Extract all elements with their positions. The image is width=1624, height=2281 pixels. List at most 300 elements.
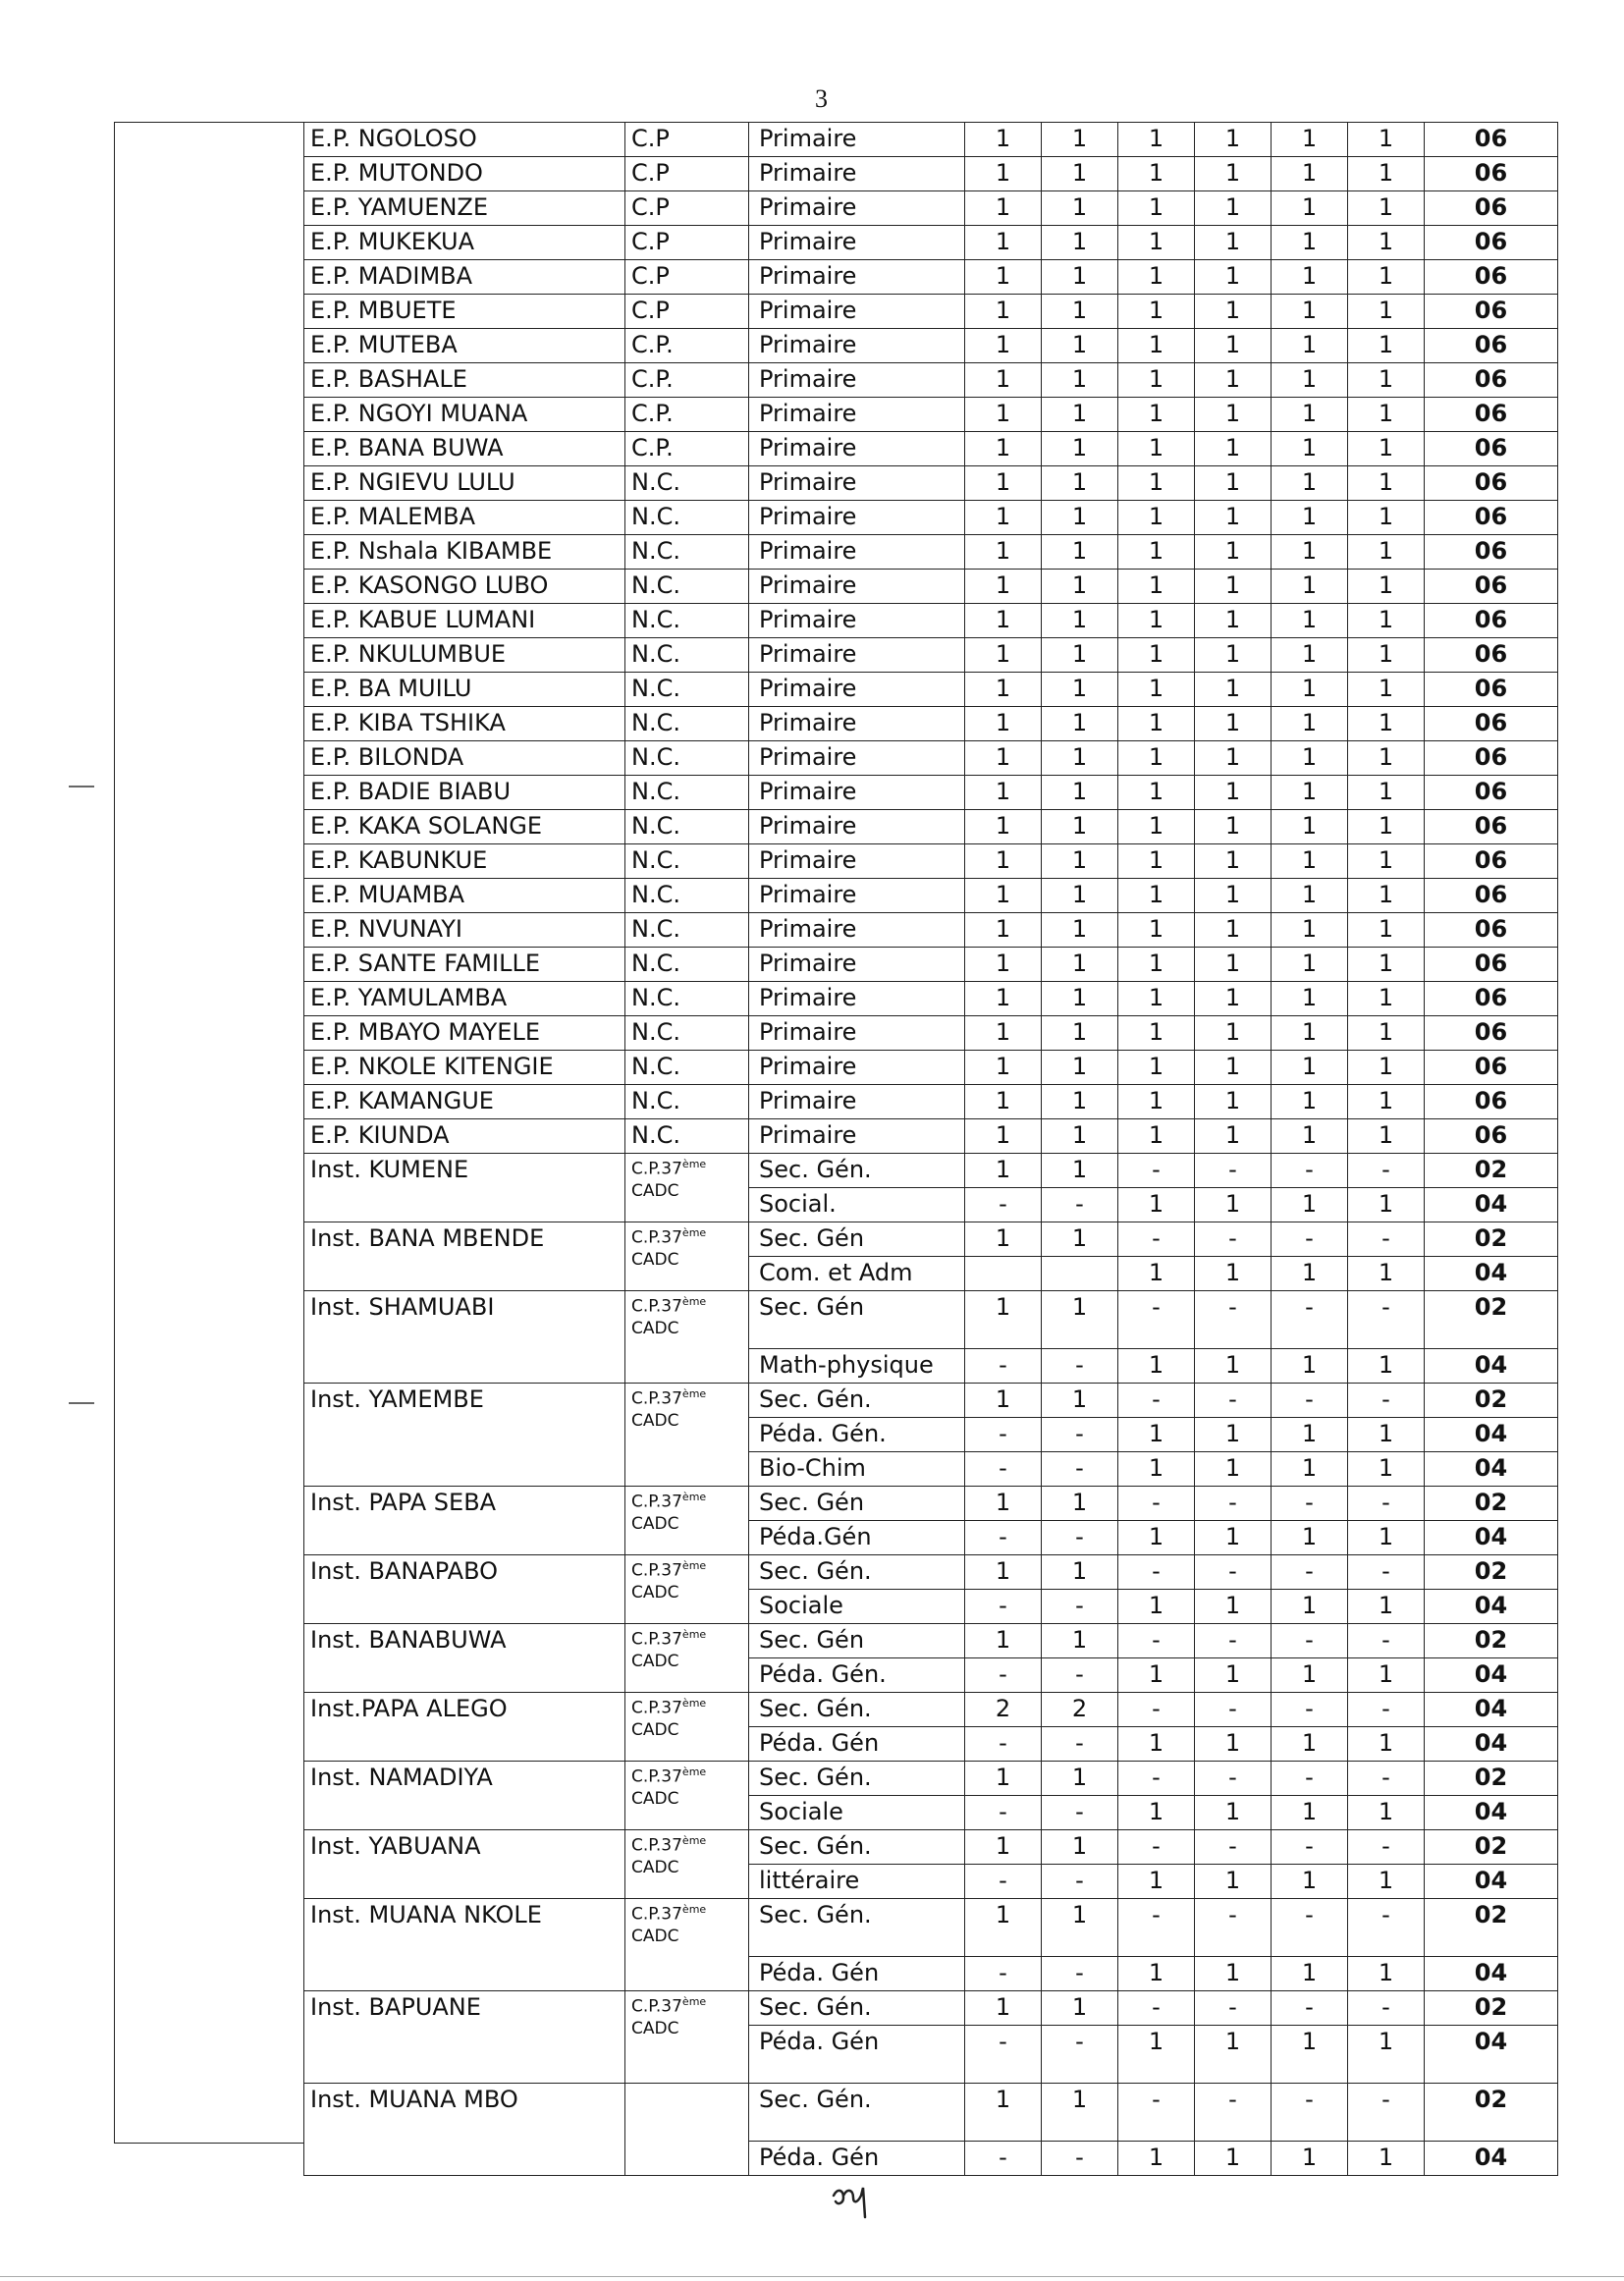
- category-line: CADC: [631, 1926, 679, 1946]
- table-row: [304, 329, 1558, 363]
- count-cell: 1: [1348, 707, 1425, 741]
- total-cell: 02: [1425, 1384, 1558, 1418]
- option-cell: Primaire: [749, 913, 965, 948]
- school-name-cell: E.P. BANA BUWA: [304, 432, 625, 466]
- count-cell: 1: [1118, 1727, 1195, 1762]
- count-cell: 1: [1195, 1418, 1272, 1452]
- count-cell: 1: [1042, 157, 1118, 191]
- count-cell: 1: [1118, 1590, 1195, 1624]
- total-cell: 06: [1425, 226, 1558, 260]
- count-cell: -: [965, 1957, 1042, 1991]
- count-cell: 1: [1348, 638, 1425, 673]
- category-cell: N.C.: [625, 1119, 749, 1154]
- table-row: [304, 260, 1558, 295]
- count-cell: 1: [1195, 1257, 1272, 1291]
- count-cell: 1: [1118, 363, 1195, 398]
- count-cell: 1: [1348, 1957, 1425, 1991]
- count-cell: 1: [1042, 913, 1118, 948]
- school-name-cell: E.P. MALEMBA: [304, 501, 625, 535]
- count-cell: 1: [965, 707, 1042, 741]
- count-cell: 1: [1348, 157, 1425, 191]
- option-cell: Sec. Gén: [749, 1291, 965, 1349]
- count-cell: 1: [1272, 948, 1348, 982]
- school-name-cell: E.P. KIUNDA: [304, 1119, 625, 1154]
- count-cell: -: [1118, 1222, 1195, 1257]
- option-cell: Sec. Gén: [749, 1222, 965, 1257]
- category-cell: C.P: [625, 260, 749, 295]
- count-cell: 1: [1348, 1418, 1425, 1452]
- total-cell: 06: [1425, 432, 1558, 466]
- count-cell: 1: [1348, 741, 1425, 776]
- count-cell: 1: [1348, 191, 1425, 226]
- count-cell: 1: [1118, 157, 1195, 191]
- count-cell: 1: [1272, 810, 1348, 844]
- table-row: [304, 707, 1558, 741]
- count-cell: 1: [1272, 295, 1348, 329]
- count-cell: 1: [1272, 2026, 1348, 2084]
- count-cell: -: [1348, 1830, 1425, 1865]
- option-cell: Primaire: [749, 1016, 965, 1051]
- count-cell: 1: [1042, 570, 1118, 604]
- table-row: [304, 535, 1558, 570]
- count-cell: 1: [1348, 1349, 1425, 1384]
- category-cell: N.C.: [625, 570, 749, 604]
- count-cell: -: [1118, 1384, 1195, 1418]
- count-cell: 1: [1118, 776, 1195, 810]
- school-name-cell: E.P. BA MUILU: [304, 673, 625, 707]
- table-row: [304, 363, 1558, 398]
- count-cell: 1: [965, 466, 1042, 501]
- count-cell: 1: [1195, 1727, 1272, 1762]
- table-row: [304, 1991, 1558, 2026]
- count-cell: 1: [1042, 501, 1118, 535]
- count-cell: 1: [965, 913, 1042, 948]
- count-cell: 1: [1195, 432, 1272, 466]
- count-cell: 1: [1042, 1899, 1118, 1957]
- count-cell: 1: [1042, 1119, 1118, 1154]
- total-cell: 04: [1425, 2142, 1558, 2176]
- table-row: [304, 844, 1558, 879]
- count-cell: 1: [1272, 570, 1348, 604]
- category-cell: N.C.: [625, 1016, 749, 1051]
- count-cell: 1: [1195, 1796, 1272, 1830]
- count-cell: 1: [1118, 226, 1195, 260]
- count-cell: 1: [965, 879, 1042, 913]
- count-cell: -: [1042, 1796, 1118, 1830]
- total-cell: 06: [1425, 982, 1558, 1016]
- count-cell: 1: [1195, 673, 1272, 707]
- count-cell: 1: [1118, 2026, 1195, 2084]
- count-cell: 1: [965, 1762, 1042, 1796]
- count-cell: 1: [1348, 1590, 1425, 1624]
- count-cell: 1: [1272, 123, 1348, 157]
- count-cell: 1: [1348, 1016, 1425, 1051]
- count-cell: 1: [1195, 741, 1272, 776]
- count-cell: -: [1195, 1991, 1272, 2026]
- count-cell: 1: [1042, 432, 1118, 466]
- total-cell: 04: [1425, 1452, 1558, 1487]
- count-cell: 1: [1042, 1624, 1118, 1658]
- count-cell: -: [1042, 2142, 1118, 2176]
- option-cell: Primaire: [749, 1085, 965, 1119]
- count-cell: 1: [1348, 810, 1425, 844]
- count-cell: 2: [1042, 1693, 1118, 1727]
- count-cell: 1: [1118, 260, 1195, 295]
- school-name-cell: E.P. MUKEKUA: [304, 226, 625, 260]
- category-line: C.P.37ème: [631, 1697, 707, 1718]
- count-cell: -: [1118, 1991, 1195, 2026]
- option-cell: Sec. Gén.: [749, 2084, 965, 2142]
- total-cell: 02: [1425, 1154, 1558, 1188]
- school-name-cell: E.P. KASONGO LUBO: [304, 570, 625, 604]
- count-cell: 2: [965, 1693, 1042, 1727]
- table-body: [304, 123, 1558, 2176]
- count-cell: -: [1118, 1762, 1195, 1796]
- count-cell: 1: [1272, 1521, 1348, 1555]
- school-name-cell: Inst. MUANA NKOLE: [304, 1899, 625, 1991]
- table-row: [304, 1154, 1558, 1188]
- table-row: [304, 191, 1558, 226]
- count-cell: 1: [1042, 191, 1118, 226]
- count-cell: 1: [1195, 2142, 1272, 2176]
- count-cell: 1: [965, 295, 1042, 329]
- count-cell: 1: [965, 1830, 1042, 1865]
- count-cell: -: [965, 1349, 1042, 1384]
- count-cell: -: [1348, 1624, 1425, 1658]
- option-cell: Primaire: [749, 707, 965, 741]
- count-cell: 1: [1042, 1830, 1118, 1865]
- category-line: C.P.37ème: [631, 1491, 707, 1512]
- school-name-cell: Inst. YABUANA: [304, 1830, 625, 1899]
- count-cell: 1: [1195, 1016, 1272, 1051]
- school-name-cell: E.P. NVUNAYI: [304, 913, 625, 948]
- school-name-cell: E.P. KIBA TSHIKA: [304, 707, 625, 741]
- category-line: CADC: [631, 1180, 679, 1201]
- option-cell: Primaire: [749, 501, 965, 535]
- count-cell: 1: [965, 191, 1042, 226]
- count-cell: 1: [965, 329, 1042, 363]
- count-cell: 1: [1272, 1658, 1348, 1693]
- table-row: [304, 1899, 1558, 1957]
- count-cell: 1: [1272, 329, 1348, 363]
- total-cell: 04: [1425, 1693, 1558, 1727]
- table-row: [304, 810, 1558, 844]
- option-cell: Sec. Gén.: [749, 1830, 965, 1865]
- category-line: C.P.37ème: [631, 1158, 707, 1179]
- total-cell: 06: [1425, 466, 1558, 501]
- option-cell: Sec. Gén.: [749, 1991, 965, 2026]
- count-cell: 1: [1272, 535, 1348, 570]
- option-cell: Péda. Gén: [749, 2026, 965, 2084]
- count-cell: 1: [1272, 776, 1348, 810]
- count-cell: -: [1348, 1384, 1425, 1418]
- page-edge: [0, 2276, 1624, 2277]
- table-row: [304, 879, 1558, 913]
- count-cell: -: [1118, 2084, 1195, 2142]
- school-name-cell: Inst. KUMENE: [304, 1154, 625, 1222]
- count-cell: 1: [1272, 913, 1348, 948]
- count-cell: -: [1042, 1188, 1118, 1222]
- category-line: CADC: [631, 1788, 679, 1809]
- table-row: [304, 1085, 1558, 1119]
- count-cell: 1: [965, 1555, 1042, 1590]
- category-cell: C.P.: [625, 398, 749, 432]
- count-cell: 1: [1042, 226, 1118, 260]
- count-cell: -: [1348, 1222, 1425, 1257]
- category-cell: N.C.: [625, 604, 749, 638]
- option-cell: Primaire: [749, 329, 965, 363]
- count-cell: 1: [1272, 1418, 1348, 1452]
- total-cell: 06: [1425, 604, 1558, 638]
- count-cell: 1: [965, 604, 1042, 638]
- count-cell: 1: [1348, 466, 1425, 501]
- school-name-cell: Inst. BANABUWA: [304, 1624, 625, 1693]
- table-row: [304, 1222, 1558, 1257]
- total-cell: 06: [1425, 260, 1558, 295]
- option-cell: Primaire: [749, 157, 965, 191]
- count-cell: 1: [1118, 1257, 1195, 1291]
- category-cell: N.C.: [625, 844, 749, 879]
- school-name-cell: E.P. MADIMBA: [304, 260, 625, 295]
- total-cell: 06: [1425, 879, 1558, 913]
- count-cell: -: [1348, 1899, 1425, 1957]
- table-row: [304, 1693, 1558, 1727]
- table-row: [304, 1762, 1558, 1796]
- count-cell: 1: [1118, 1051, 1195, 1085]
- count-cell: 1: [965, 432, 1042, 466]
- option-cell: Primaire: [749, 260, 965, 295]
- count-cell: 1: [1195, 1521, 1272, 1555]
- count-cell: -: [1348, 1555, 1425, 1590]
- total-cell: 06: [1425, 673, 1558, 707]
- option-cell: Primaire: [749, 570, 965, 604]
- school-name-cell: E.P. NGOYI MUANA: [304, 398, 625, 432]
- count-cell: 1: [1348, 2026, 1425, 2084]
- count-cell: 1: [965, 810, 1042, 844]
- count-cell: -: [1272, 1991, 1348, 2026]
- count-cell: 1: [1272, 1349, 1348, 1384]
- count-cell: -: [1272, 1487, 1348, 1521]
- count-cell: 1: [1042, 1384, 1118, 1418]
- school-name-cell: E.P. YAMUENZE: [304, 191, 625, 226]
- count-cell: 1: [1118, 570, 1195, 604]
- count-cell: 1: [1348, 2142, 1425, 2176]
- count-cell: -: [1195, 1154, 1272, 1188]
- option-cell: Péda. Gén.: [749, 1418, 965, 1452]
- school-name-cell: E.P. KABUE LUMANI: [304, 604, 625, 638]
- count-cell: -: [1042, 1349, 1118, 1384]
- count-cell: 1: [1272, 1051, 1348, 1085]
- category-cell: N.C.: [625, 638, 749, 673]
- total-cell: 06: [1425, 570, 1558, 604]
- count-cell: 1: [965, 123, 1042, 157]
- category-cell: C.P: [625, 191, 749, 226]
- count-cell: -: [1118, 1154, 1195, 1188]
- category-line: C.P.37ème: [631, 1559, 707, 1581]
- schools-table: [303, 122, 1558, 2176]
- option-cell: Sociale: [749, 1590, 965, 1624]
- count-cell: 1: [1195, 191, 1272, 226]
- count-cell: 1: [1348, 1085, 1425, 1119]
- count-cell: 1: [1195, 1590, 1272, 1624]
- count-cell: 1: [1118, 1957, 1195, 1991]
- count-cell: -: [1118, 1624, 1195, 1658]
- option-cell: Sec. Gén.: [749, 1762, 965, 1796]
- count-cell: -: [1042, 1957, 1118, 1991]
- margin-mark: [69, 786, 94, 787]
- count-cell: 1: [965, 1899, 1042, 1957]
- count-cell: 1: [1272, 260, 1348, 295]
- count-cell: -: [1042, 1590, 1118, 1624]
- count-cell: -: [1195, 1693, 1272, 1727]
- count-cell: -: [1272, 1693, 1348, 1727]
- count-cell: 1: [1195, 570, 1272, 604]
- count-cell: 1: [1348, 673, 1425, 707]
- category-cell: [625, 1222, 749, 1291]
- option-cell: Sec. Gén.: [749, 1555, 965, 1590]
- count-cell: 1: [1118, 879, 1195, 913]
- count-cell: 1: [965, 2084, 1042, 2142]
- count-cell: 1: [1272, 1452, 1348, 1487]
- category-cell: [625, 1154, 749, 1222]
- count-cell: 1: [1348, 1727, 1425, 1762]
- count-cell: 1: [965, 1222, 1042, 1257]
- count-cell: -: [1195, 1291, 1272, 1349]
- count-cell: 1: [1118, 982, 1195, 1016]
- table-row: [304, 1555, 1558, 1590]
- count-cell: -: [1195, 1899, 1272, 1957]
- count-cell: -: [1195, 1487, 1272, 1521]
- category-line: C.P.37ème: [631, 1295, 707, 1317]
- count-cell: -: [1348, 1487, 1425, 1521]
- count-cell: 1: [965, 1051, 1042, 1085]
- count-cell: 1: [1272, 1016, 1348, 1051]
- option-cell: Sec. Gén.: [749, 1154, 965, 1188]
- option-cell: Péda. Gén.: [749, 1658, 965, 1693]
- table-row: [304, 1051, 1558, 1085]
- count-cell: -: [965, 1590, 1042, 1624]
- count-cell: 1: [1348, 1521, 1425, 1555]
- table-row: [304, 1016, 1558, 1051]
- total-cell: 06: [1425, 501, 1558, 535]
- count-cell: 1: [1118, 1452, 1195, 1487]
- margin-mark: [69, 1402, 94, 1404]
- category-cell: C.P: [625, 226, 749, 260]
- category-line: CADC: [631, 1513, 679, 1534]
- table-row: [304, 673, 1558, 707]
- category-line: CADC: [631, 1857, 679, 1877]
- category-cell: [625, 1487, 749, 1555]
- count-cell: 1: [1042, 295, 1118, 329]
- category-line: C.P.37ème: [631, 1903, 707, 1925]
- count-cell: -: [1118, 1899, 1195, 1957]
- count-cell: 1: [1042, 1991, 1118, 2026]
- school-name-cell: E.P. KAMANGUE: [304, 1085, 625, 1119]
- total-cell: 04: [1425, 1658, 1558, 1693]
- category-cell: N.C.: [625, 466, 749, 501]
- count-cell: 1: [1272, 1796, 1348, 1830]
- count-cell: 1: [1042, 1051, 1118, 1085]
- school-name-cell: E.P. Nshala KIBAMBE: [304, 535, 625, 570]
- category-cell: C.P.: [625, 363, 749, 398]
- count-cell: 1: [1348, 1257, 1425, 1291]
- count-cell: -: [1348, 1291, 1425, 1349]
- count-cell: -: [1042, 1418, 1118, 1452]
- category-line: CADC: [631, 1719, 679, 1740]
- total-cell: 02: [1425, 1991, 1558, 2026]
- option-cell: Sec. Gén.: [749, 1384, 965, 1418]
- total-cell: 04: [1425, 1521, 1558, 1555]
- option-cell: Péda. Gén: [749, 2142, 965, 2176]
- school-name-cell: E.P. BASHALE: [304, 363, 625, 398]
- count-cell: 1: [1118, 948, 1195, 982]
- option-cell: Primaire: [749, 295, 965, 329]
- count-cell: -: [1042, 1521, 1118, 1555]
- option-cell: littéraire: [749, 1865, 965, 1899]
- count-cell: 1: [1195, 1188, 1272, 1222]
- count-cell: 1: [1042, 810, 1118, 844]
- count-cell: 1: [1042, 1154, 1118, 1188]
- count-cell: 1: [1195, 982, 1272, 1016]
- count-cell: 1: [1272, 844, 1348, 879]
- count-cell: 1: [965, 570, 1042, 604]
- count-cell: 1: [1118, 1085, 1195, 1119]
- count-cell: 1: [1118, 741, 1195, 776]
- count-cell: 1: [1272, 1257, 1348, 1291]
- count-cell: 1: [1195, 1957, 1272, 1991]
- count-cell: -: [1042, 2026, 1118, 2084]
- total-cell: 06: [1425, 1085, 1558, 1119]
- school-name-cell: E.P. KABUNKUE: [304, 844, 625, 879]
- count-cell: 1: [1348, 1452, 1425, 1487]
- count-cell: 1: [1195, 1051, 1272, 1085]
- school-name-cell: E.P. NKULUMBUE: [304, 638, 625, 673]
- total-cell: 06: [1425, 741, 1558, 776]
- count-cell: -: [965, 1188, 1042, 1222]
- count-cell: 1: [1348, 1188, 1425, 1222]
- option-cell: Sociale: [749, 1796, 965, 1830]
- count-cell: -: [1118, 1830, 1195, 1865]
- count-cell: 1: [1272, 741, 1348, 776]
- count-cell: -: [965, 1418, 1042, 1452]
- category-cell: N.C.: [625, 501, 749, 535]
- count-cell: -: [1272, 1154, 1348, 1188]
- category-line: CADC: [631, 1582, 679, 1602]
- table-row: [304, 501, 1558, 535]
- count-cell: 1: [1042, 1291, 1118, 1349]
- table-row: [304, 1830, 1558, 1865]
- count-cell: 1: [1272, 466, 1348, 501]
- count-cell: -: [1348, 1991, 1425, 2026]
- total-cell: 06: [1425, 913, 1558, 948]
- total-cell: 02: [1425, 1762, 1558, 1796]
- total-cell: 04: [1425, 1796, 1558, 1830]
- school-name-cell: E.P. BILONDA: [304, 741, 625, 776]
- count-cell: 1: [965, 1119, 1042, 1154]
- total-cell: 02: [1425, 1222, 1558, 1257]
- total-cell: 06: [1425, 1016, 1558, 1051]
- option-cell: Primaire: [749, 948, 965, 982]
- option-cell: Primaire: [749, 741, 965, 776]
- count-cell: -: [1042, 1452, 1118, 1487]
- total-cell: 04: [1425, 1727, 1558, 1762]
- total-cell: 04: [1425, 1865, 1558, 1899]
- total-cell: 06: [1425, 1051, 1558, 1085]
- count-cell: 1: [1118, 604, 1195, 638]
- category-line: CADC: [631, 1249, 679, 1270]
- count-cell: 1: [1042, 776, 1118, 810]
- count-cell: 1: [1118, 1658, 1195, 1693]
